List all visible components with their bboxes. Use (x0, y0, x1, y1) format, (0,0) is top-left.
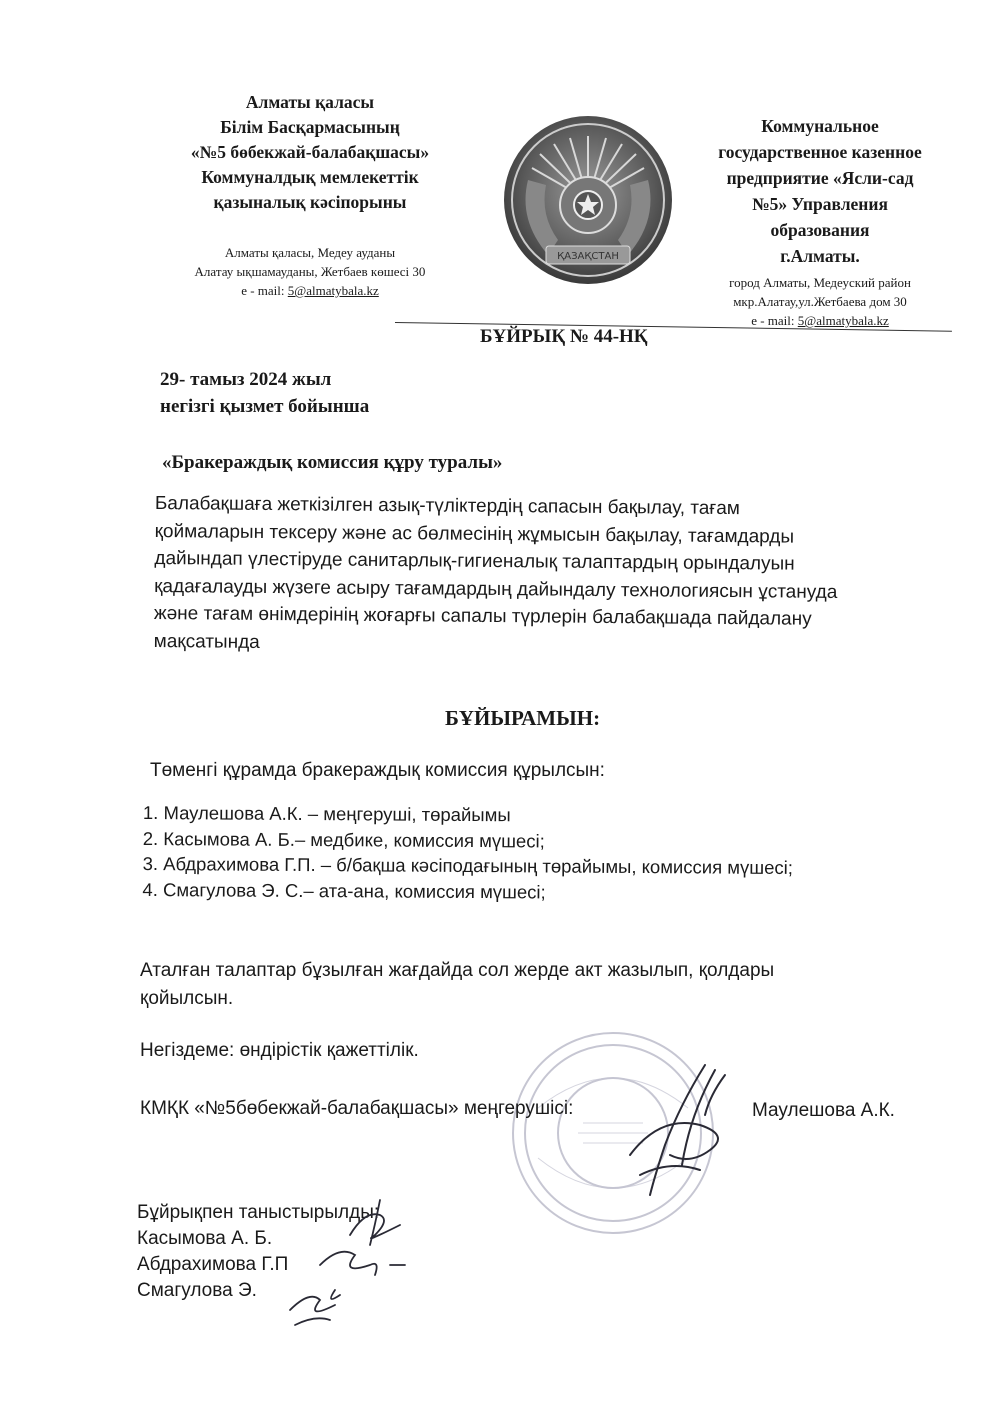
signature-position: КМҚК «№5бөбекжай-балабақшасы» меңгерушісі: (140, 1098, 574, 1119)
command-heading: БҰЙЫРАМЫН: (445, 706, 601, 730)
list-item: Касымова А. Б. (137, 1228, 273, 1249)
order-type: негізгі қызмет бойынша (160, 396, 370, 417)
org-name-kz: Алматы қаласы Білім Басқармасының «№5 бөбекжай-балабақшасы» Коммуналдық мемлекеттік қазыналық кәсіпорыны (190, 92, 430, 212)
org-name-ru: Коммунальное государственное казенное предприятие «Ясли-сад №5» Управления образования г.Алматы. (718, 116, 922, 266)
list-item: 3. Абдрахимова Г.П. – б/бақша кәсіподағының төрайымы, комиссия мүшесі; (142, 852, 793, 878)
header-right (690, 113, 950, 330)
handwritten-signature-icon (610, 1055, 740, 1205)
state-emblem-icon (498, 110, 678, 290)
director-name: Маулешова А.К. (752, 1100, 895, 1121)
list-item: 2. Касымова А. Б.– медбике, комиссия мүшесі; (142, 827, 545, 851)
violation-paragraph: Аталған талаптар бұзылған жағдайда сол жерде акт жазылып, қолдары қойылсын. (140, 960, 775, 1009)
commission-members-list (142, 800, 793, 906)
header-left (160, 90, 460, 300)
basis-line: Негіздеме: өндірістік қажеттілік. (140, 1040, 419, 1061)
email-link[interactable]: 5@almatybala.kz (797, 313, 889, 328)
email-ru: e - mail: 5@almatybala.kz (751, 313, 889, 328)
order-subject: «Бракераждық комиссия құру туралы» (162, 452, 503, 473)
address-ru: город Алматы, Медеуский район мкр.Алатау,ул.Жетбаева дом 30 e - mail: 5@almatybala.kz (690, 273, 950, 330)
email-kz: e - mail: 5@almatybala.kz (241, 283, 379, 298)
acquainted-heading: Бұйрықпен таныстырылды: (137, 1202, 380, 1223)
order-title: БҰЙРЫҚ № 44-НҚ (480, 326, 648, 347)
body-paragraph: Балабақшаға жеткізілген азық-түліктердің сапасын бақылау, тағам қоймаларын тексеру және ас бөлмесінің жұмысын бақылау, тағамдарды дайындап үлестіруде санитарлық-гигиеналық талаптардың орындалуын қадағалауды жүзеге асыру тағамдардың дайындалу технологиясын ұстануда және тағам өнімдерінің жоғарғы сапалы түрлерін балабақшада пайдалану мақсатында (153, 492, 838, 653)
order-date: 29- тамыз 2024 жыл (160, 369, 332, 390)
list-item: Смагулова Э. (137, 1280, 257, 1301)
list-item: 1. Маулешова А.К. – меңгеруші, төрайымы (142, 801, 511, 826)
order-date-block (160, 366, 369, 420)
emblem-ribbon-text: ҚАЗАҚСТАН (557, 251, 619, 262)
email-link[interactable]: 5@almatybala.kz (287, 283, 379, 298)
commission-intro: Төменгі құрамда бракераждық комиссия құрылсын: (150, 760, 605, 781)
list-item: 4. Смагулова Э. С.– ата-ана, комиссия мүшесі; (142, 878, 546, 902)
list-item: Абдрахимова Г.П (137, 1254, 289, 1275)
handwritten-signatures-icon (280, 1195, 420, 1335)
address-kz: Алматы қаласы, Медеу ауданы Алатау ықшамауданы, Жетбаев көшесі 30 e - mail: 5@almatybala.kz (160, 243, 460, 300)
